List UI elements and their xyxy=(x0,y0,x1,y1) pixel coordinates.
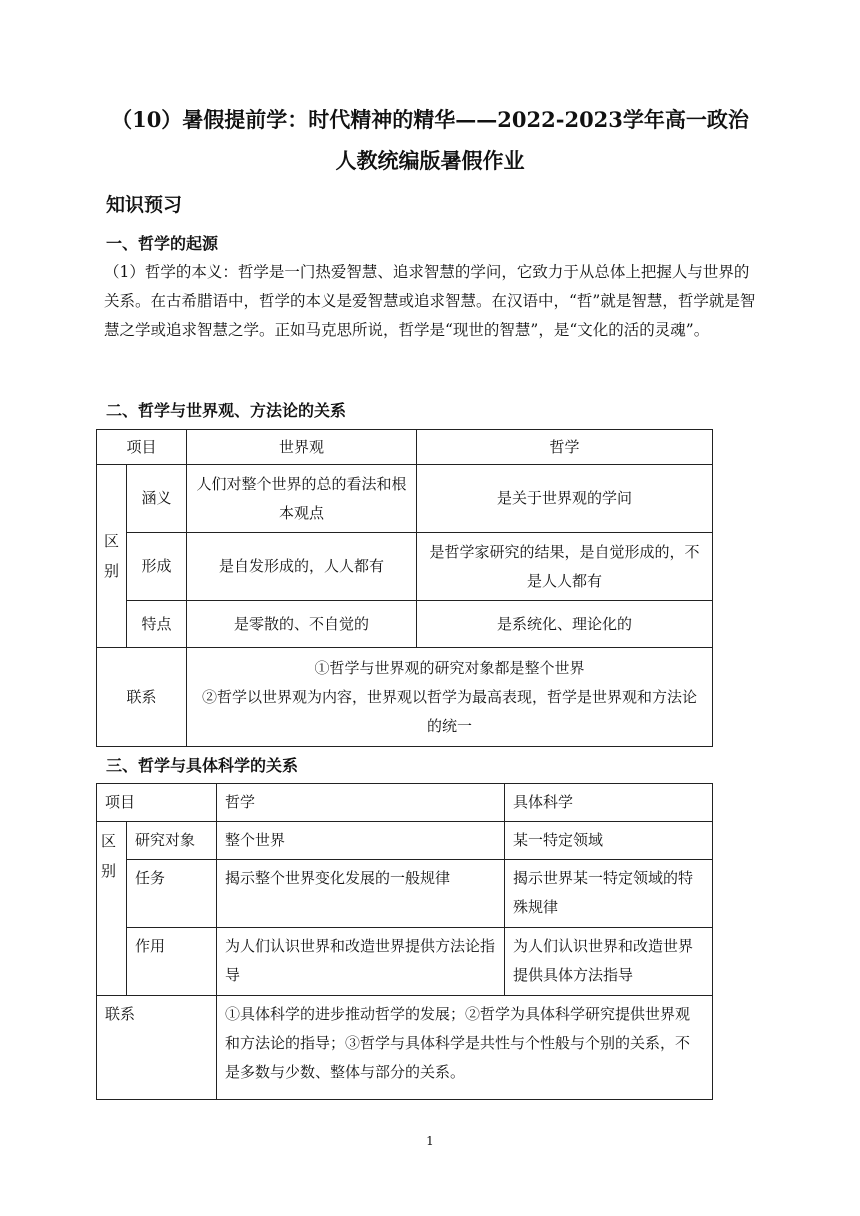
doc-title-line1: （10）暑假提前学：时代精神的精华——2022-2023学年高一政治 xyxy=(111,107,749,132)
section-main-heading: 知识预习 xyxy=(106,194,183,216)
table-row xyxy=(97,533,713,601)
section2-heading: 二、哲学与世界观、方法论的关系 xyxy=(106,401,347,420)
section1-heading: 一、哲学的起源 xyxy=(106,234,219,253)
table-row xyxy=(97,822,713,860)
link-label-cell: 联系 xyxy=(97,996,217,1100)
row-label-cell: 作用 xyxy=(127,928,217,996)
row-label-cell: 形成 xyxy=(127,533,187,601)
link-line-1: ①哲学与世界观的研究对象都是整个世界 xyxy=(314,658,585,677)
link-label-cell: 联系 xyxy=(97,648,187,747)
table-cell: 是自发形成的，人人都有 xyxy=(187,533,417,601)
table-header-cell: 哲学 xyxy=(417,430,713,465)
table-cell: 揭示整个世界变化发展的一般规律 xyxy=(217,860,505,928)
diff-label-cell: 区别 xyxy=(97,465,127,648)
table-cell: 人们对整个世界的总的看法和根本观点 xyxy=(187,465,417,533)
section1-paragraph: （1）哲学的本义：哲学是一门热爱智慧、追求智慧的学问，它致力于从总体上把握人与世界的关系。在古希腊语中，哲学的本义是爱智慧或追求智慧。在汉语中，“哲”就是智慧，哲学就是智慧之学或追求智慧之学。正如马克思所说，哲学是“现世的智慧”，是“文化的活的灵魂”。 xyxy=(104,263,756,339)
science-table xyxy=(96,783,713,1100)
table-header-cell: 哲学 xyxy=(217,784,505,822)
row-label-cell: 研究对象 xyxy=(127,822,217,860)
table-row xyxy=(97,860,713,928)
section3-heading: 三、哲学与具体科学的关系 xyxy=(106,756,299,775)
link-line-2: ②哲学以世界观为内容，世界观以哲学为最高表现，哲学是世界观和方法论的统一 xyxy=(202,687,698,735)
table-row xyxy=(97,430,713,465)
table-row xyxy=(97,928,713,996)
table-cell: 是关于世界观的学问 xyxy=(417,465,713,533)
table-header-cell: 具体科学 xyxy=(505,784,713,822)
row-label-cell: 特点 xyxy=(127,601,187,648)
table-cell: 某一特定领域 xyxy=(505,822,713,860)
table-row xyxy=(97,465,713,533)
table-cell: 为人们认识世界和改造世界提供具体方法指导 xyxy=(505,928,713,996)
diff-label-cell: 区别 xyxy=(97,822,127,996)
table-row xyxy=(97,996,713,1100)
link-cell: ①具体科学的进步推动哲学的发展；②哲学为具体科学研究提供世界观和方法论的指导；③哲学与具体科学是共性与个性般与个别的关系，不是多数与少数、整体与部分的关系。 xyxy=(217,996,713,1100)
table-cell: 整个世界 xyxy=(217,822,505,860)
link-cell xyxy=(187,648,713,747)
row-label-cell: 任务 xyxy=(127,860,217,928)
table-row xyxy=(97,784,713,822)
table-cell: 是零散的、不自觉的 xyxy=(187,601,417,648)
table-header-cell: 世界观 xyxy=(187,430,417,465)
table-cell: 是哲学家研究的结果，是自觉形成的，不是人人都有 xyxy=(417,533,713,601)
table-header-cell: 项目 xyxy=(97,430,187,465)
table-cell: 为人们认识世界和改造世界提供方法论指导 xyxy=(217,928,505,996)
table-row xyxy=(97,648,713,747)
doc-title-line2: 人教统编版暑假作业 xyxy=(335,148,525,173)
row-label-cell: 涵义 xyxy=(127,465,187,533)
table-cell: 是系统化、理论化的 xyxy=(417,601,713,648)
table-header-cell: 项目 xyxy=(97,784,217,822)
page-number: 1 xyxy=(426,1134,434,1148)
table-row xyxy=(97,601,713,648)
worldview-table xyxy=(96,429,713,747)
table-cell: 揭示世界某一特定领域的特殊规律 xyxy=(505,860,713,928)
